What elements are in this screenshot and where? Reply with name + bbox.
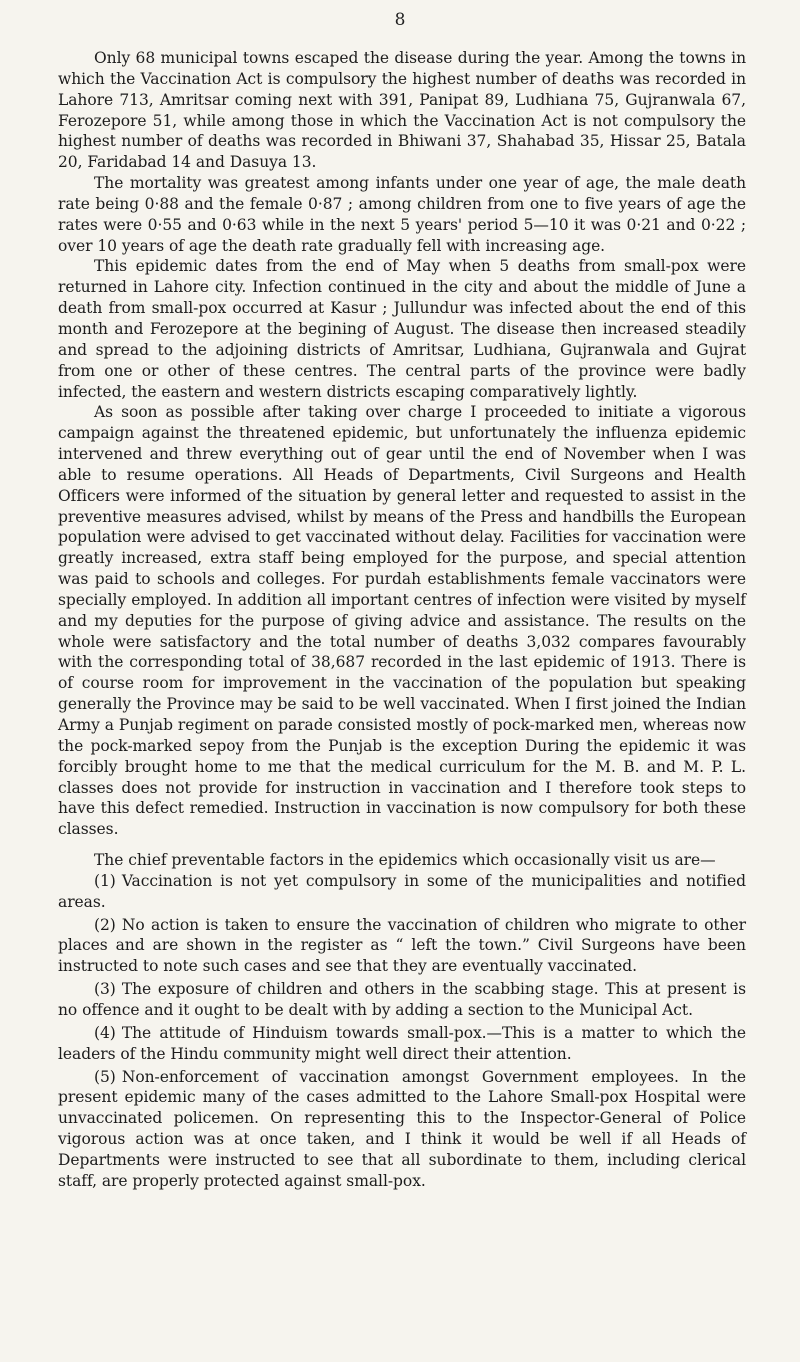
document-body [58,48,746,1194]
paragraph-municipal-deaths: Only 68 municipal towns escaped the disease during the year. Among the towns in which the Vaccination Act is compulsory the highest number of deaths was recorded in Lahore 713, Amritsar coming next with 391, Panipat 89, Ludhiana 75, Gujranwala 67, Ferozepore 51, while among those in which the Vaccination Act is not compulsory the highest number of deaths was recorded in Bhiwani 37, Shahabad 35, Hissar 25, Batala 20, Faridabad 14 and Dasuya 13. [58,49,746,172]
list-item-text: Non-enforcement of vaccination amongst Government employees. In the present epidemic many of the cases admitted to the Lahore Small-pox Hospital were unvaccinated policemen. On representing this to the Inspector-General of Police vigorous action was at once taken, and I think it would be well if all Heads of Departments were instructed to see that all subordinate to them, including clerical staff, are properly protected against small-pox. [58,1067,746,1190]
list-item-number: (5) [94,1067,116,1086]
list-item [58,979,746,1021]
paragraph-preventable-factors-intro: The chief preventable factors in the epidemics which occasionally visit us are— [94,851,716,870]
list-item [58,871,746,913]
paragraph-mortality-by-age: The mortality was greatest among infants under one year of age, the male death rate being 0·88 and the female 0·87 ; among children from one to five years of age the rates were 0·55 and 0·63 while in the next 5 years' period 5—10 it was 0·21 and 0·22 ; over 10 years of age the death rate gradually fell with increasing age. [58,174,746,255]
list-item-number: (2) [94,915,116,934]
list-item-text: The attitude of Hinduism towards small-pox.—This is a matter to which the leaders of the Hindu community might well direct their attention. [58,1023,746,1063]
list-item-number: (1) [94,871,116,890]
paragraph-epidemic-origin: This epidemic dates from the end of May when 5 deaths from small-pox were returned in Lahore city. Infection continued in the city and about the middle of June a death from small-pox occurred at Kasur ; Jullundur was infected about the end of this month and Ferozepore at the begining of August. The disease then increased steadily and spread to the adjoining districts of Amritsar, Ludhiana, Gujranwala and Gujrat from one or other of these centres. The central parts of the province were badly infected, the eastern and western districts escaping comparatively lightly. [58,257,746,401]
list-item-text: Vaccination is not yet compulsory in some of the municipalities and notified areas. [58,871,746,911]
list-item-text: No action is taken to ensure the vaccination of children who migrate to other places and are shown in the register as “ left the town.” Civil Surgeons have been instructed to note such cases and see that they are eventually vaccinated. [58,915,746,976]
list-item-number: (3) [94,980,116,999]
preventable-factors-list [58,871,746,1192]
list-item [58,915,746,978]
list-item [58,1067,746,1192]
list-item [58,1023,746,1065]
list-item-number: (4) [94,1023,116,1042]
page-number: 8 [394,10,406,30]
list-item-text: The exposure of children and others in the scabbing stage. This at present is no offence and it ought to be dealt with by adding a section to the Municipal Act. [58,980,746,1019]
paragraph-vaccination-campaign: As soon as possible after taking over charge I proceeded to initiate a vigorous campaign against the threatened epidemic, but unfortunately the influenza epidemic intervened and threw everything out of gear until the end of November when I was able to resume operations. All Heads of Departments, Civil Surgeons and Health Officers were informed of the situation by general letter and requested to assist in the preventive measures advised, whilst by means of the Press and handbills the European population were advised to get vaccinated without delay. Facilities for vaccination were greatly increased, extra staff being employed for the purpose, and special attention was paid to schools and colleges. For purdah establishments female vaccinators were specially employed. In addition all important centres of infection were visited by myself and my deputies for the purpose of giving advice and assistance. The results on the whole were satisfactory and the total number of deaths 3,032 compares favourably with the corresponding total of 38,687 recorded in the last epidemic of 1913. There is of course room for improvement in the vaccination of the population but speaking generally the Province may be said to be well vaccinated. When I first joined the Indian Army a Punjab regiment on parade consisted mostly of pock-marked men, whereas now the pock-marked sepoy from the Punjab is the exception During the epidemic it was forcibly brought home to me that the medical curriculum for the M. B. and M. P. L. classes does not provide for instruction in vaccination and I therefore took steps to have this defect remedied. Instruction in vaccination is now compulsory for both these classes. [58,403,746,839]
